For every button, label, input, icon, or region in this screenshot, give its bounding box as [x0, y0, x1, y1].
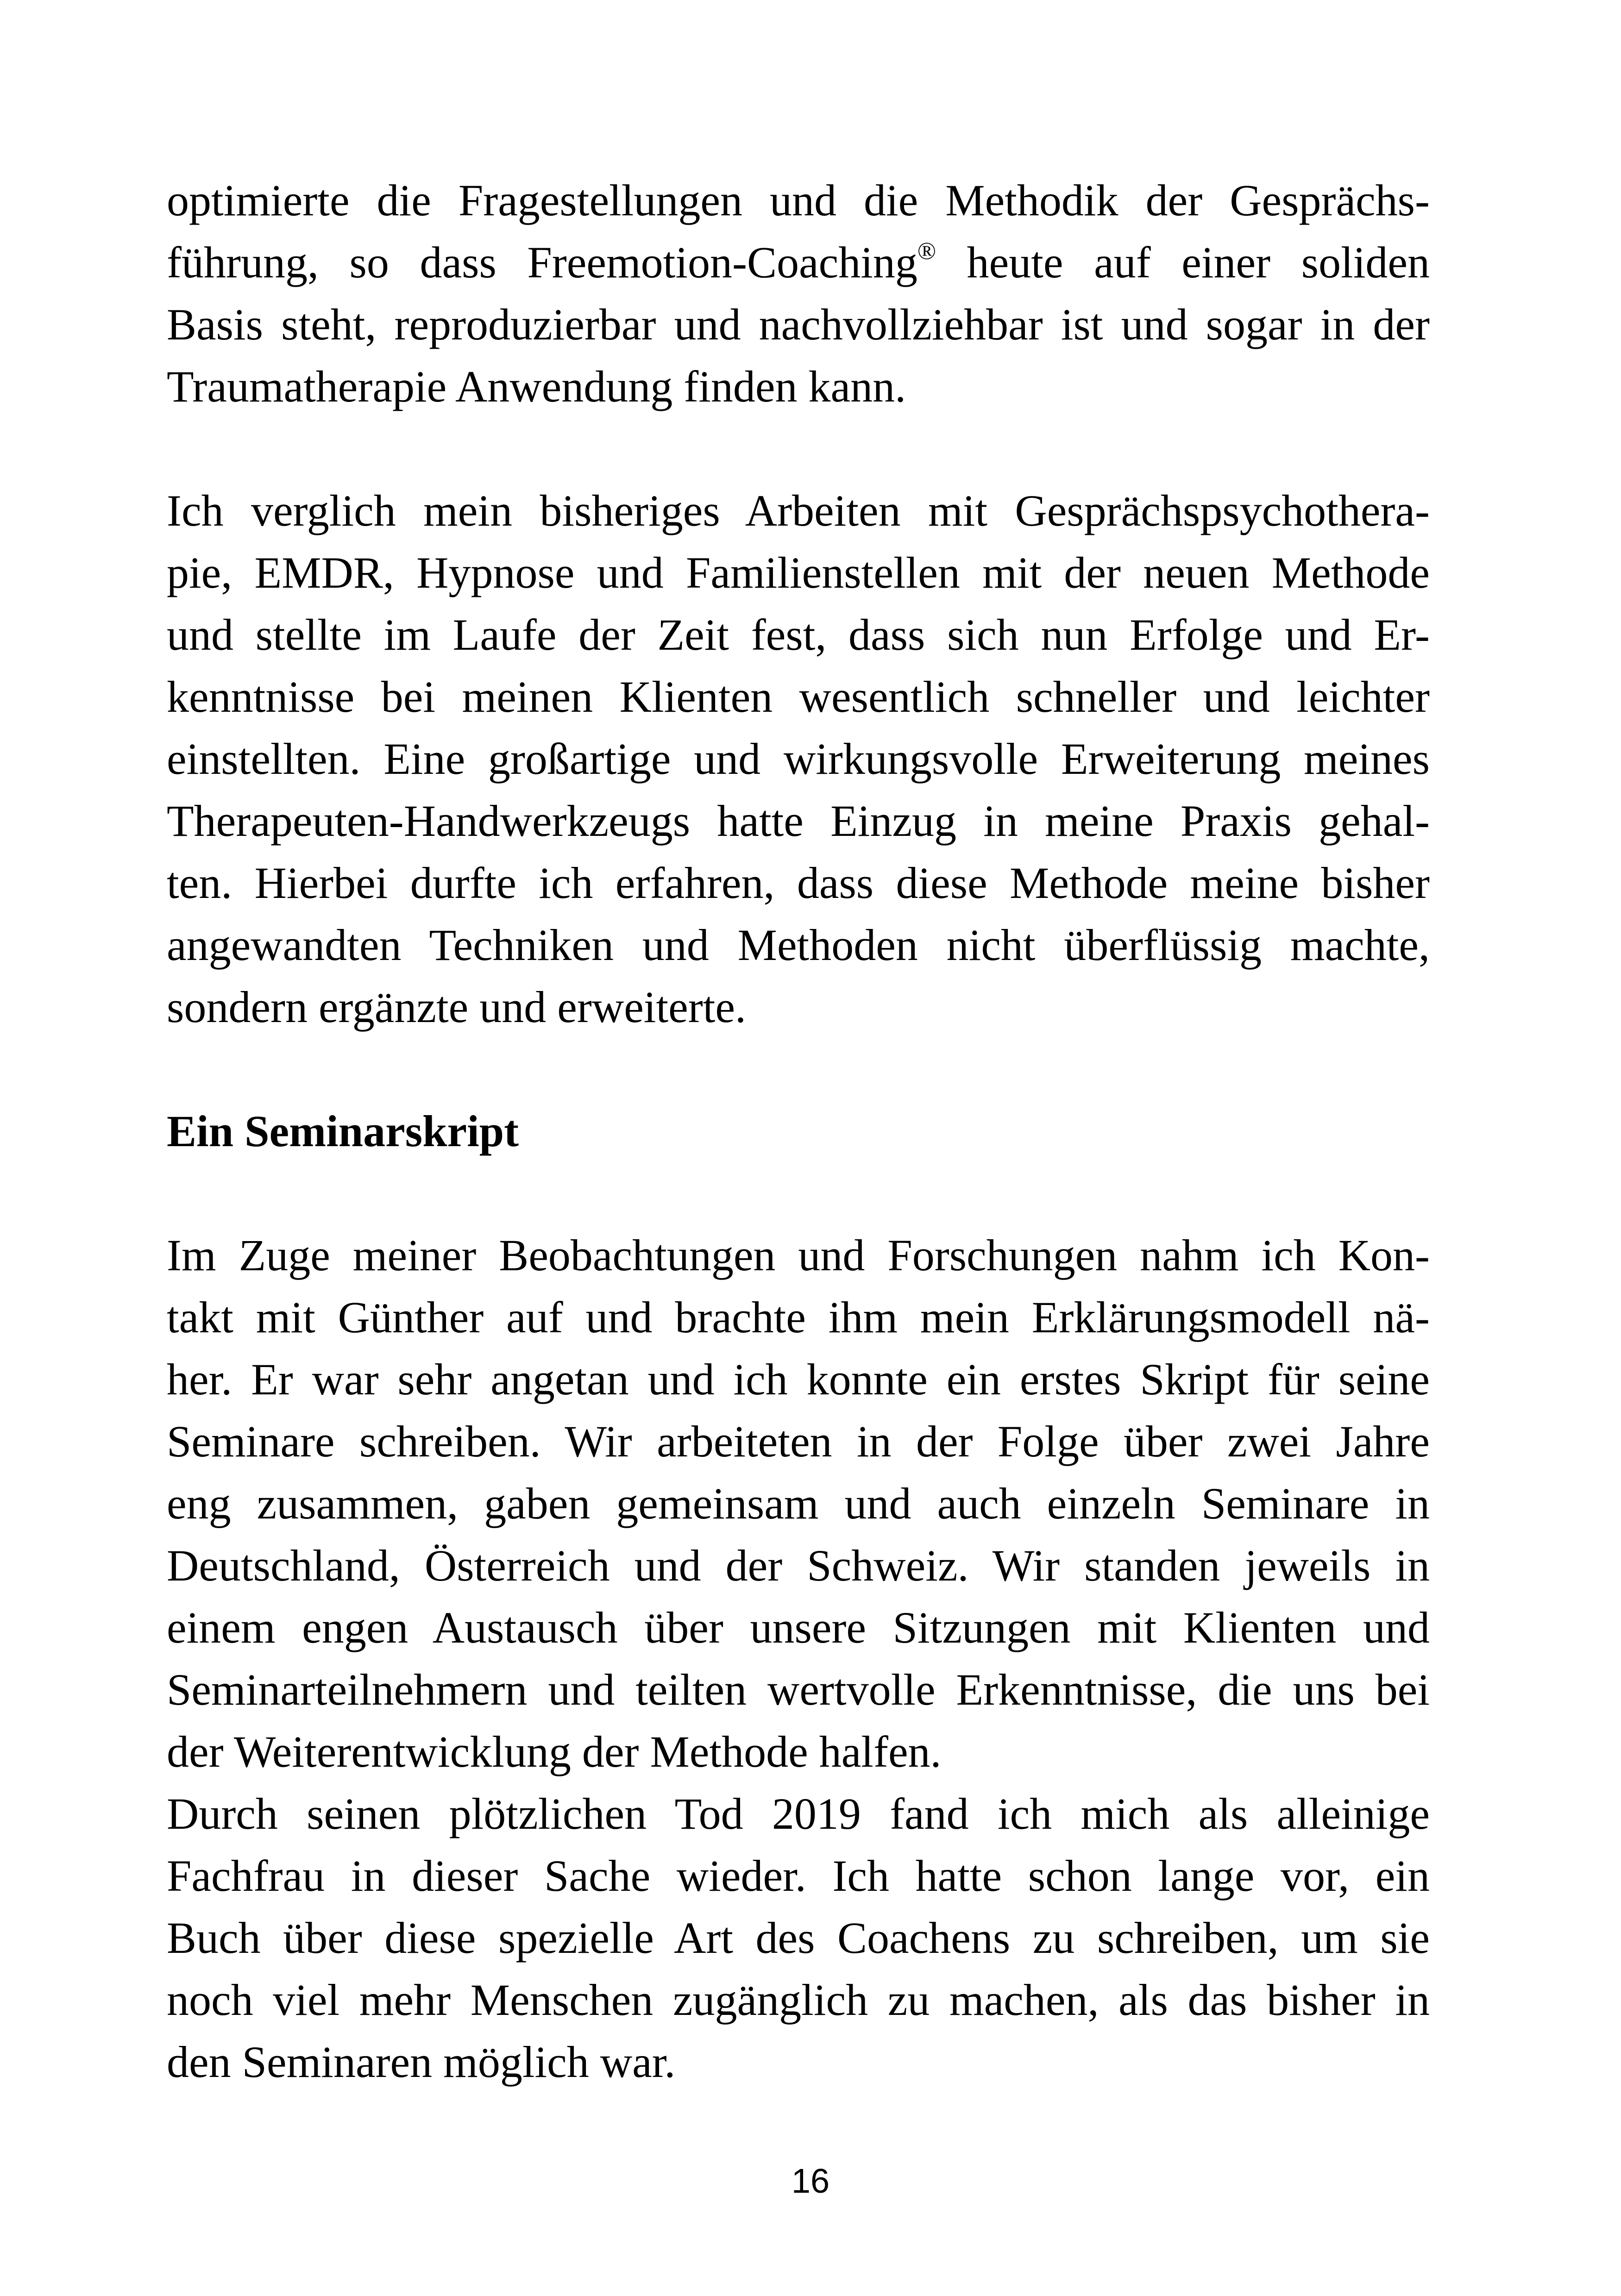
text-line: und stellte im Laufe der Zeit fest, dass sich nun Erfolge und Er-: [167, 610, 1430, 659]
text-line: ten. Hierbei durfte ich erfahren, dass diese Methode meine bisher: [167, 858, 1430, 908]
paragraph: [167, 480, 1430, 1038]
text-line: Fachfrau in dieser Sache wieder. Ich hatte schon lange vor, ein: [167, 1851, 1430, 1901]
text-line: Therapeuten-Handwerkzeugs hatte Einzug in meine Praxis gehal-: [167, 796, 1430, 846]
page-body: [167, 169, 1430, 2093]
section-heading: Ein Seminarskript: [167, 1106, 519, 1156]
text-line: pie, EMDR, Hypnose und Familienstellen mit der neuen Methode: [167, 548, 1430, 597]
text-line: Seminarteilnehmern und teilten wertvolle Erkenntnisse, die uns bei: [167, 1665, 1430, 1714]
text-line: Basis steht, reproduzierbar und nachvollziehbar ist und sogar in der: [167, 300, 1430, 349]
text-line: eng zusammen, gaben gemeinsam und auch einzeln Seminare in: [167, 1479, 1430, 1528]
text-line: Im Zuge meiner Beobachtungen und Forschungen nahm ich Kon-: [167, 1230, 1430, 1280]
text-line: Seminare schreiben. Wir arbeiteten in der Folge über zwei Jahre: [167, 1417, 1430, 1466]
paragraph: [167, 1783, 1430, 2093]
text-line: noch viel mehr Menschen zugänglich zu machen, als das bisher in: [167, 1975, 1430, 2025]
text-line: einem engen Austausch über unsere Sitzungen mit Klienten und: [167, 1603, 1430, 1652]
text-line: takt mit Günther auf und brachte ihm mein Erklärungsmodell nä-: [167, 1292, 1430, 1342]
text-line: der Weiterentwicklung der Methode halfen.: [167, 1727, 942, 1776]
text-line: Buch über diese spezielle Art des Coachens zu schreiben, um sie: [167, 1913, 1430, 1963]
text-line: den Seminaren möglich war.: [167, 2037, 676, 2087]
text-segment: führung, so dass Freemotion-Coaching: [167, 238, 917, 287]
text-line: Deutschland, Österreich und der Schweiz. Wir standen jeweils in: [167, 1541, 1430, 1590]
text-line: her. Er war sehr angetan und ich konnte ein erstes Skript für seine: [167, 1355, 1430, 1404]
text-line: angewandten Techniken und Methoden nicht überflüssig machte,: [167, 920, 1430, 970]
text-line: sondern ergänzte und erweiterte.: [167, 982, 746, 1032]
text-line: [167, 232, 1430, 294]
page-number: 16: [791, 2162, 830, 2200]
text-line: Traumatherapie Anwendung finden kann.: [167, 362, 906, 411]
paragraph: [167, 1224, 1430, 1783]
text-line: Ich verglich mein bisheriges Arbeiten mit Gesprächspsychothera-: [167, 486, 1430, 535]
paragraph: [167, 169, 1430, 418]
text-line: einstellten. Eine großartige und wirkungsvolle Erweiterung meines: [167, 734, 1430, 784]
registered-trademark-mark: ®: [917, 238, 936, 265]
text-line: kenntnisse bei meinen Klienten wesentlich schneller und leichter: [167, 672, 1430, 721]
text-segment: heute auf einer soliden: [936, 238, 1430, 287]
text-line: Durch seinen plötzlichen Tod 2019 fand ich mich als alleinige: [167, 1789, 1430, 1838]
text-line: optimierte die Fragestellungen und die Methodik der Gesprächs-: [167, 176, 1430, 225]
